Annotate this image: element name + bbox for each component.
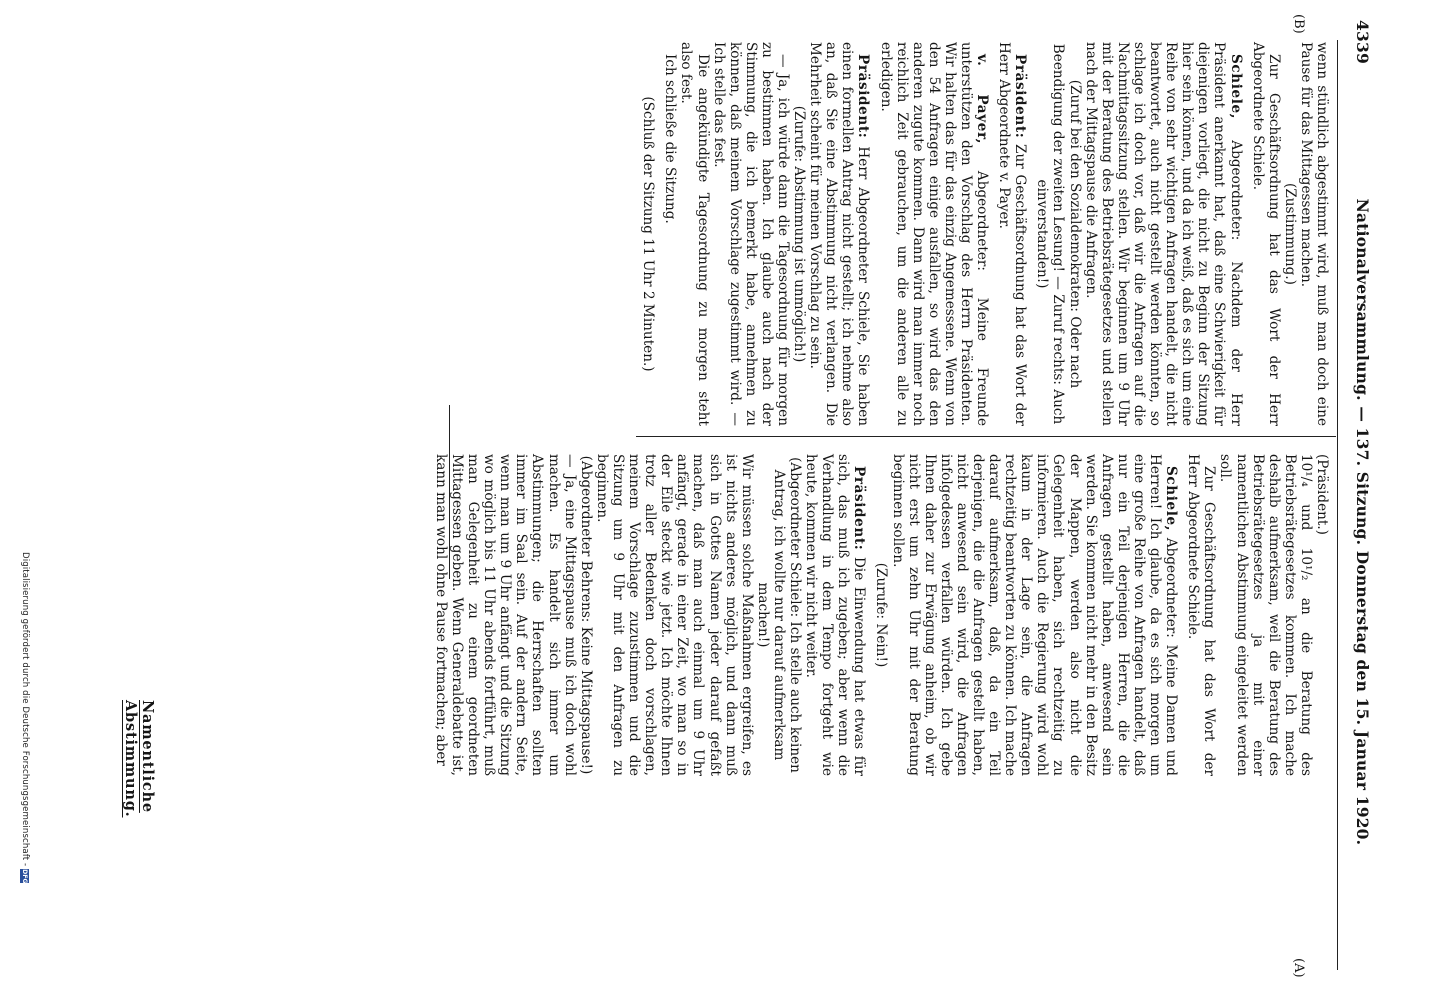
paragraph-text: (Präsident.) bbox=[1314, 454, 1330, 535]
speaker-name: Präsident: bbox=[851, 466, 868, 551]
paragraph bbox=[1083, 42, 1244, 426]
paragraph-text: (Abgeordneter Behrens: Keine Mittagspause!) bbox=[577, 455, 594, 775]
digitization-credit bbox=[20, 552, 30, 992]
margin-mark-b: (B) bbox=[1291, 14, 1306, 34]
section-rule bbox=[449, 405, 450, 579]
paragraph bbox=[889, 454, 1179, 776]
paragraph bbox=[640, 42, 656, 426]
right-column bbox=[432, 454, 1330, 776]
paragraph-text: — Ja, ich würde dann die Tagesordnung für morgen zu bestimmen haben. Ich glaube auch nach der Stimmung, die ich bemerkt habe, annehmen zu können, daß meinem Vorschlage zugestimmt wird. — Ich stelle das fest. bbox=[710, 42, 791, 426]
paragraph-text: (Zurufe: Nein!) bbox=[873, 562, 890, 668]
paragraph bbox=[996, 42, 1028, 426]
paragraph bbox=[1314, 454, 1330, 776]
paragraph bbox=[1282, 42, 1298, 426]
paragraph-text: (Schluß der Sitzung 11 Uhr 2 Minuten.) bbox=[640, 96, 657, 372]
dfg-logo-icon: DFG bbox=[21, 869, 29, 884]
paragraph-text: Die angekündigte Tagesordnung zu morgen steht also fest. bbox=[678, 42, 711, 426]
digitization-credit-text: Digitalisierung gefördert durch die Deutsche Forschungsgemeinschaft - bbox=[20, 552, 30, 867]
paragraph bbox=[594, 454, 755, 776]
paragraph-text: Abgeordneter: Meine Freunde unterstützen den Vorschlag des Herrn Präsidenten. Wir halten das für das einzig Angemessene. Wenn von den 54 Anfragen einige ausfallen, so wird das den anderen zugute kommen. Dann wird man immer noch reichlich Zeit gebrauchen, um die anderen alle zu erledigen. bbox=[877, 42, 991, 427]
header-divider bbox=[1337, 40, 1338, 970]
page-title: Nationalversammlung. — 137. Sitzung. Donnerstag den 15. Januar 1920. bbox=[1353, 198, 1372, 846]
left-column bbox=[590, 42, 1330, 426]
speaker-name: Präsident: bbox=[1012, 54, 1029, 139]
paragraph-text: Die Einwendung hat etwas für sich, das muß ich zugeben; aber wenn die Verhandlung in dem Tempo fortgeht wie heute, kommen wir nicht weiter. bbox=[803, 454, 868, 776]
paragraph bbox=[1185, 454, 1217, 776]
paragraph-text: wenn stündlich abgestimmt wird, muß man doch eine Pause für das Mittagessen machen. bbox=[1297, 42, 1330, 426]
paragraph bbox=[678, 42, 710, 426]
speaker-name: Präsident: bbox=[855, 54, 872, 139]
paragraph bbox=[711, 42, 791, 426]
paragraph-text: — Ja, eine Mittagspause muß ich doch wohl machen. Es handelt sich immer um Abstimmungen; die Herrschaften sollten immer im Saal sein. Auf der andern Seite, wenn man um 9 Uhr anfängt und die Sitzung wo möglich bis 11 Uhr abends fortführt, muß man Gelegenheit zu einem geordneten Mittagessen geben. Wenn Generaldebatte ist, kann man wohl ohne Pause fortmachen; aber bbox=[432, 454, 578, 776]
paragraph bbox=[803, 454, 867, 776]
paragraph-text: 10¹/₄ und 10¹/₂ an die Beratung des Betriebsrätegesetzes kommen. Ich mache deshalb aufmerksam, weil die Beratung des Betriebsrätegesetzes ja mit einer namentlichen Abstimmung eingeleitet werden soll. bbox=[1217, 454, 1314, 776]
paragraph-text: (Zuruf bei den Sozialdemokraten: Oder nach Beendigung der zweiten Lesung! — Zuruf rechts: Auch einverstanden!) bbox=[1034, 43, 1083, 425]
speaker-name: v. Payer, bbox=[974, 54, 991, 145]
speaker-name: Schiele, bbox=[1227, 54, 1244, 120]
paragraph bbox=[873, 454, 889, 776]
paragraph bbox=[578, 454, 594, 776]
paragraph bbox=[662, 42, 678, 426]
paragraph-text: (Zustimmung.) bbox=[1281, 183, 1298, 285]
paragraph bbox=[807, 42, 871, 426]
paragraph-text: Abgeordneter: Nachdem der Herr Präsident anerkannt hat, daß eine Schwierigkeit für diejenigen vorliegt, die nicht zu Beginn der Sitzung hier sein können, und da ich weiß, daß es sich um eine Reihe von sehr wichtigen Anfragen handelt, die nicht beantwortet, auch nicht gestellt werden könnten, so schlage ich doch vor, daß wir die Anfragen auf die Nachmittagssitzung stellen. Wir beginnen um 9 Uhr mit der Beratung des Betriebsrätegesetzes und stellen nach der Mittagspause die Anfragen. bbox=[1082, 42, 1244, 426]
speaker-name: Schiele, bbox=[1163, 466, 1180, 532]
section-heading: Namentliche Abstimmung. bbox=[122, 700, 156, 818]
paragraph bbox=[1298, 42, 1330, 426]
paragraph-text: (Zurufe: Abstimmung ist unmöglich!) bbox=[791, 105, 808, 363]
paragraph-text: Wir müssen solche Maßnahmen ergreifen, es ist nichts anderes möglich, und dann muß sich in Gottes Namen jeder darauf gefaßt machen, daß man auch einmal um 9 Uhr anfängt, gerade in einer Zeit, wo man so in der Eile steckt wie jetzt. Ich möchte Ihnen trotz aller Bedenken doch vorschlagen, meinem Vorschlage zuzustimmen und die Sitzung um 9 Uhr mit den Anfragen zu beginnen. bbox=[593, 454, 755, 776]
paragraph-text: Ich schließe die Sitzung. bbox=[662, 54, 679, 224]
page-header bbox=[1342, 20, 1372, 980]
paragraph bbox=[1034, 42, 1082, 426]
paragraph bbox=[877, 42, 990, 426]
paragraph-text: Abgeordneter: Meine Damen und Herren! Ich glaube, da es sich morgen um eine große Reihe von Anfragen handelt, daß nur ein Teil derjenigen Herren, die die Anfragen gestellt haben, anwesend sein werden. Sie kommen nicht mehr in den Besitz der Mappen, werden also nicht die Gelegenheit haben, sich rechtzeitig zu informieren. Auch die Regierung wird wohl kaum in der Lage sein, die Anfragen rechtzeitig beantworten zu können. Ich mache darauf aufmerksam, daß, da ein Teil derjenigen, die die Anfragen gestellt haben, nicht anwesend sein wird, die Anfragen infolgedessen verfallen würden. Ich gebe Ihnen daher zur Erwägung anheim, ob wir nicht erst um zehn Uhr mit der Beratung beginnen sollen. bbox=[889, 454, 1180, 776]
paragraph-text: Zur Geschäftsordnung hat das Wort der Herr Abgeordnete Schiele. bbox=[1185, 454, 1218, 776]
paragraph bbox=[1217, 454, 1314, 776]
paragraph-text: (Abgeordneter Schiele: Ich stelle auch keinen Antrag, ich wollte nur darauf aufmerksam machen!) bbox=[754, 457, 803, 773]
paragraph-text: Zur Geschäftsordnung hat das Wort der Herr Abgeordnete v. Payer. bbox=[996, 42, 1029, 426]
paragraph bbox=[755, 454, 803, 776]
paragraph-text: Herr Abgeordneter Schiele, Sie haben einen formellen Antrag nicht gestellt; ich nehme also an, daß Sie eine Abstimmung nicht verlangen. Die Mehrheit scheint für meinen Vorschlag zu sein. bbox=[807, 42, 872, 426]
paragraph-text: Zur Geschäftsordnung hat das Wort der Herr Abgeordnete Schiele. bbox=[1249, 42, 1282, 426]
margin-mark-a: (A) bbox=[1291, 958, 1306, 978]
paragraph bbox=[433, 454, 578, 776]
page-number: 4339 bbox=[1353, 20, 1372, 64]
paragraph bbox=[1250, 42, 1282, 426]
column-divider bbox=[636, 436, 1336, 437]
paragraph bbox=[791, 42, 807, 426]
